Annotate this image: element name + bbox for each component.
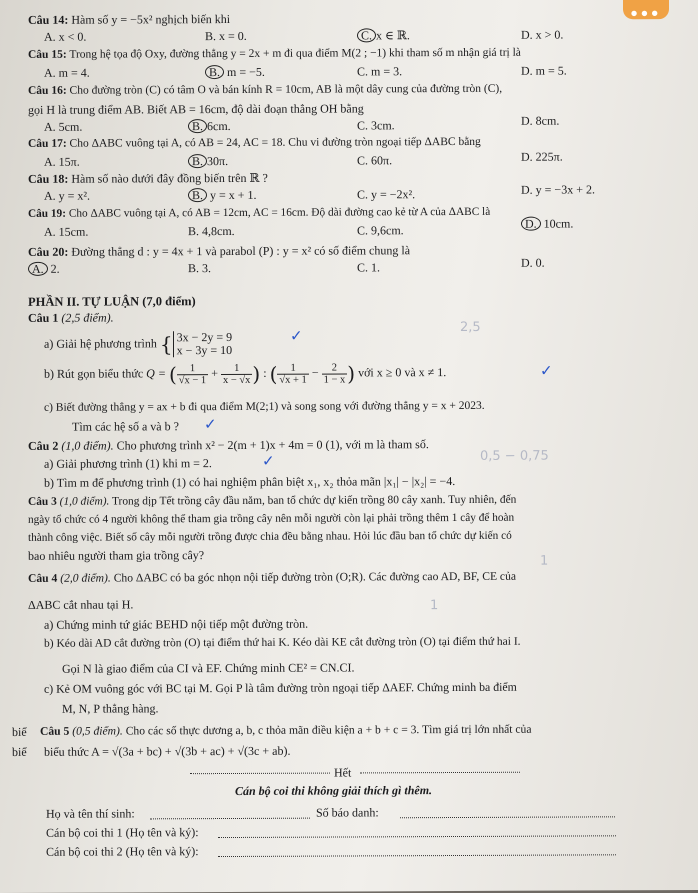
checkmark-icon: ✓ — [262, 451, 275, 470]
question-15: Câu 15: Trong hệ tọa độ Oxy, đường thẳng y = 2x + m đi qua điểm M(2 ; −1) khi tham số m nhận giá trị là — [28, 46, 521, 61]
candidate-number-line — [400, 816, 615, 818]
checkmark-icon: ✓ — [540, 361, 553, 380]
divider — [360, 772, 520, 774]
q19-option-c: C. 9,6cm. — [357, 223, 404, 238]
q19-option-b: B. 4,8cm. — [188, 223, 235, 239]
q18-option-a: A. y = x². — [44, 188, 91, 203]
c4-part-c-cont: M, N, P thẳng hàng. — [62, 701, 159, 716]
proctor-1-label: Cán bộ coi thi 1 (Họ tên và ký): — [46, 825, 199, 840]
c1-part-c: c) Biết đường thẳng y = ax + b đi qua điểm M(2;1) và song song với đường thẳng y = x + 2023. — [44, 399, 485, 414]
c4-part-b-cont: Gọi N là giao điểm của CI và EF. Chứng minh CE² = CN.CI. — [62, 660, 355, 676]
question-19: Câu 19: Cho ΔABC vuông tại A, có AB = 12cm, AC = 16cm. Độ dài đường cao kẻ từ A của ΔABC là — [28, 205, 491, 220]
end-marker: Hết — [334, 765, 352, 780]
q16-option-d: D. 8cm. — [521, 113, 560, 128]
essay-question-2: Câu 2 (1,0 điểm). Cho phương trình x² − 2(m + 1)x + 4m = 0 (1), với m là tham số. — [28, 437, 429, 453]
c4-part-a: a) Chứng minh tứ giác BEHD nội tiếp một đường tròn. — [44, 616, 309, 632]
q18-option-d: D. y = −3x + 2. — [521, 182, 595, 197]
proctor-2-label: Cán bộ coi thi 2 (Họ tên và ký): — [46, 844, 199, 859]
equation-system: 3x − 2y = 9 x − 3y = 10 — [173, 331, 233, 357]
q20-option-c: C. 1. — [357, 260, 381, 275]
grader-mark-4: 1 — [430, 598, 439, 614]
q14-option-b: B. x = 0. — [205, 28, 247, 44]
q15-option-a: A. m = 4. — [44, 65, 90, 80]
part-2-title: PHẦN II. TỰ LUẬN (7,0 điểm) — [28, 294, 196, 309]
checkmark-icon: ✓ — [290, 326, 303, 345]
q17-option-a: A. 15π. — [44, 154, 80, 169]
candidate-name-line — [150, 818, 310, 820]
question-16-cont: gọi H là trung điểm AB. Biết AB = 16cm, độ dài đoạn thẳng OH bằng — [28, 101, 364, 117]
q15-option-b: B. m = −5. — [205, 65, 265, 80]
q18-option-b: B. y = x + 1. — [188, 188, 257, 203]
q14-option-d: D. x > 0. — [521, 27, 564, 42]
c2-part-a: a) Giải phương trình (1) khi m = 2. — [44, 456, 212, 471]
q20-option-b: B. 3. — [188, 261, 212, 276]
essay-question-3: Câu 3 (1,0 điểm). Trong dịp Tết trồng cây đầu năm, ban tổ chức dự kiến trồng 80 cây xanh. Tuy nhiên, đến — [28, 493, 517, 508]
q20-option-d: D. 0. — [521, 255, 545, 270]
c3-line-4: bao nhiêu người tham gia trồng cây? — [28, 548, 205, 563]
grader-mark-3: 1 — [540, 553, 549, 569]
q16-option-a: A. 5cm. — [44, 119, 83, 134]
c5-side-fragment-2: biể — [12, 744, 27, 759]
q19-option-d: D. 10cm. — [521, 216, 573, 231]
c3-line-2: ngày tổ chức có 4 người không thể tham gia trồng cây nên mỗi người còn lại phải trồng thêm 1 cây để hoàn — [28, 511, 515, 526]
grader-mark-1: 2,5 — [460, 319, 481, 335]
essay-question-5: Câu 5 (0,5 điểm). Cho các số thực dương a, b, c thỏa mãn điều kiện a + b + c = 3. Tìm giá trị lớn nhất của — [40, 722, 532, 738]
c4-line-2: ΔABC cắt nhau tại H. — [28, 597, 134, 612]
q16-option-c: C. 3cm. — [357, 118, 395, 133]
q14-option-a: A. x < 0. — [44, 29, 87, 44]
c4-part-c: c) Kẻ OM vuông góc với BC tại M. Gọi P là tâm đường tròn ngoại tiếp ΔAEF. Chứng minh ba điểm — [44, 679, 517, 696]
c2-part-b: b) Tìm m để phương trình (1) có hai nghiệm phân biệt x₁, x₂ thỏa mãn |x₁| − |x₂| = −4. — [44, 474, 456, 490]
question-17: Câu 17: Cho ΔABC vuông tại A, có AB = 24, AC = 18. Chu vi đường tròn ngoại tiếp ΔABC bằng — [28, 135, 481, 150]
essay-question-4: Câu 4 (2,0 điểm). Cho ΔABC có ba góc nhọn nội tiếp đường tròn (O;R). Các đường cao AD, BF, CE của — [28, 569, 517, 585]
footer-note: Cán bộ coi thi không giải thích gì thêm. — [235, 783, 433, 798]
c4-part-b: b) Kéo dài AD cắt đường tròn (O) tại điểm thứ hai K. Kéo dài KE cắt đường tròn (O) tại điểm thứ hai I. — [44, 635, 521, 650]
q17-option-c: C. 60π. — [357, 153, 393, 168]
grader-mark-2: 0,5 − 0,75 — [480, 448, 549, 464]
q18-option-c: C. y = −2x². — [357, 187, 416, 202]
c5-side-fragment-1: biể — [12, 724, 27, 739]
divider — [190, 773, 330, 775]
q17-option-d: D. 225π. — [521, 149, 563, 164]
question-18: Câu 18: Hàm số nào dưới đây đồng biến trên ℝ ? — [28, 170, 268, 186]
q17-option-b: B. 30π. — [188, 154, 228, 169]
checkmark-icon: ✓ — [204, 415, 217, 434]
c5-line-2: biểu thức A = √(3a + bc) + √(3b + ac) + √(3c + ab). — [44, 743, 291, 759]
proctor-2-line — [218, 854, 616, 857]
question-14: Câu 14: Hàm số y = −5x² nghịch biến khi — [28, 11, 231, 27]
q19-option-a: A. 15cm. — [44, 224, 89, 239]
c1-part-a: a) Giải hệ phương trình { 3x − 2y = 9 x − 3y = 10 — [44, 330, 233, 358]
essay-question-1: Câu 1 (2,5 điểm). — [28, 310, 114, 325]
q15-option-d: D. m = 5. — [521, 63, 567, 78]
q20-option-a: A. 2. — [28, 262, 60, 277]
c3-line-3: thành công việc. Biết số cây mỗi người trồng được chia đều bằng nhau. Hỏi lúc đầu ban tổ chức dự kiến có — [28, 529, 512, 544]
watermark-badge: ● ● ● — [623, 0, 669, 19]
question-16: Câu 16: Cho đường tròn (C) có tâm O và bán kính R = 10cm, AB là một dây cung của đường tròn (C), — [28, 82, 503, 97]
c1-part-b: b) Rút gọn biểu thức Q = ( $\frac{1}{√x - 1}$ + $\frac{1}{x - √x}$ ) : ( $\frac{1}{√x + 1}$ − $\frac{2}{1 - x}$ ) với x ≥ 0 và x ≠ 1. — [44, 361, 447, 387]
candidate-name-label: Họ và tên thí sinh: — [46, 806, 135, 821]
q16-option-b: B. 6cm. — [188, 119, 231, 134]
c1-part-c-cont: Tìm các hệ số a và b ? — [72, 419, 179, 434]
proctor-1-line — [218, 835, 616, 838]
question-20: Câu 20: Đường thẳng d : y = 4x + 1 và parabol (P) : y = x² có số điểm chung là — [28, 243, 411, 259]
candidate-number-label: Số báo danh: — [316, 805, 379, 820]
q15-option-c: C. m = 3. — [357, 64, 403, 79]
q14-option-c: C. x ∈ ℝ. — [357, 28, 410, 43]
